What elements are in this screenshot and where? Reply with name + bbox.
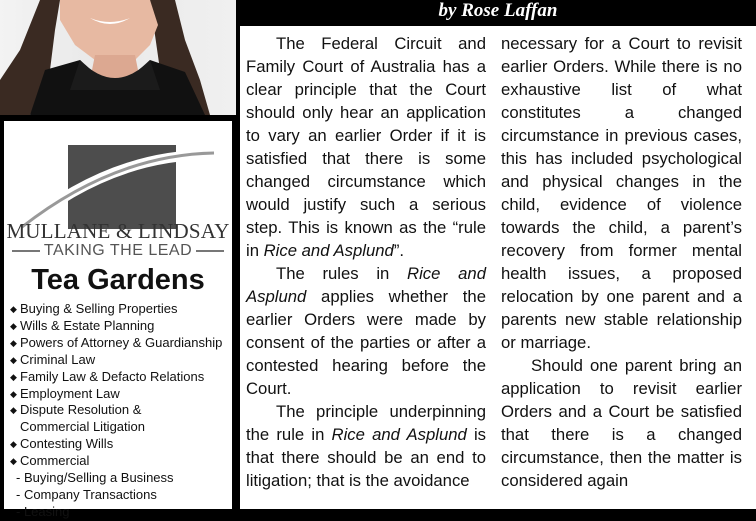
service-label: Family Law & Defacto Relations	[20, 368, 205, 384]
article-paragraph	[246, 32, 486, 262]
diamond-bullet-icon: ◆	[10, 456, 17, 467]
service-item	[10, 419, 232, 436]
diamond-bullet-icon: ◆	[10, 388, 17, 399]
service-item	[10, 386, 232, 403]
service-item	[10, 369, 232, 386]
diamond-bullet-icon: ◆	[10, 354, 17, 365]
service-item	[10, 453, 232, 470]
service-label: Buying & Selling Properties	[20, 301, 178, 316]
service-item	[10, 470, 232, 487]
case-name-italic: Rice and Asplund	[263, 241, 394, 260]
tagline-rule-right	[196, 250, 224, 252]
service-item	[10, 335, 232, 352]
diamond-bullet-icon: ◆	[10, 371, 17, 382]
service-item	[10, 352, 232, 369]
article-column-right	[501, 32, 742, 492]
service-label: Powers of Attorney & Guardianship	[20, 334, 223, 350]
paragraph-text: The rules in	[276, 264, 408, 283]
office-location: Tea Gardens	[31, 264, 205, 296]
article-paragraph	[246, 400, 486, 492]
paragraph-text: ”.	[393, 241, 405, 260]
service-item	[10, 487, 232, 504]
paragraph-text: The principle underpinning the rule in	[246, 402, 486, 444]
paragraph-text: The Federal Circuit and Family Court of Australia has a clear principle that the Court should only hear an application to vary an earlier Order if it is satisfied that there is some changed circumstance which would justify such a serious step. This is known as the “rule in	[246, 34, 486, 260]
diamond-bullet-icon: ◆	[10, 304, 17, 314]
case-name-italic: Rice and Asplund	[246, 264, 486, 306]
service-label: Commercial	[20, 453, 90, 469]
article-paragraph	[501, 354, 742, 492]
service-label: Contesting Wills	[20, 436, 114, 452]
service-item	[10, 402, 232, 419]
service-item	[10, 436, 232, 453]
service-item	[10, 318, 232, 335]
service-item	[10, 504, 232, 521]
service-label: - Buying/Selling a Business	[16, 470, 174, 486]
service-label: Criminal Law	[20, 351, 96, 367]
author-portrait-image	[0, 0, 236, 115]
service-item	[10, 301, 232, 318]
paragraph-text: Should one parent bring an application to revisit earlier Orders and a Court be satisfied that there is a changed circumstance, then the matter is considered again	[501, 356, 742, 490]
diamond-bullet-icon: ◆	[10, 320, 17, 331]
tagline: TAKING THE LEAD	[43, 242, 193, 259]
law-firm-advertisement	[4, 121, 232, 519]
paragraph-text: applies whether the earlier Orders were made by consent of the parties or after a contested hearing before the Court.	[246, 287, 486, 398]
service-label: Wills & Estate Planning	[20, 317, 155, 333]
paragraph-text: is that there should be an end to litigation; that is the avoidance	[246, 425, 487, 490]
diamond-bullet-icon: ◆	[10, 405, 17, 416]
service-label: Dispute Resolution &	[20, 402, 142, 418]
article-body	[240, 26, 756, 509]
service-label: Employment Law	[20, 385, 120, 401]
paragraph-text: necessary for a Court to revisit earlier Orders. While there is no exhaustive list of what constitutes a changed circumstance in previous cases, this has included psychological and physical changes in the child, evidence of violence towards the child, a parent’s recovery from former mental health issues, a proposed relocation by one parent and a parents new stable relationship or marriage.	[501, 34, 742, 352]
article-column-left	[246, 32, 486, 492]
service-label: - Company Transactions	[16, 486, 157, 502]
service-label: - Leasing	[16, 503, 70, 519]
service-label: Commercial Litigation	[20, 419, 145, 435]
article-paragraph	[501, 32, 742, 354]
diamond-bullet-icon: ◆	[10, 439, 17, 450]
tagline-rule-left	[12, 250, 40, 252]
tagline-row	[12, 241, 224, 261]
diamond-bullet-icon: ◆	[10, 337, 17, 348]
services-list	[10, 301, 232, 521]
author-photo	[0, 0, 236, 115]
firm-name: MULLANE & LINDSAY	[6, 219, 230, 243]
case-name-italic: Rice and Asplund	[331, 425, 467, 444]
article-paragraph	[246, 262, 486, 400]
article-byline: by Rose Laffan	[438, 0, 558, 21]
